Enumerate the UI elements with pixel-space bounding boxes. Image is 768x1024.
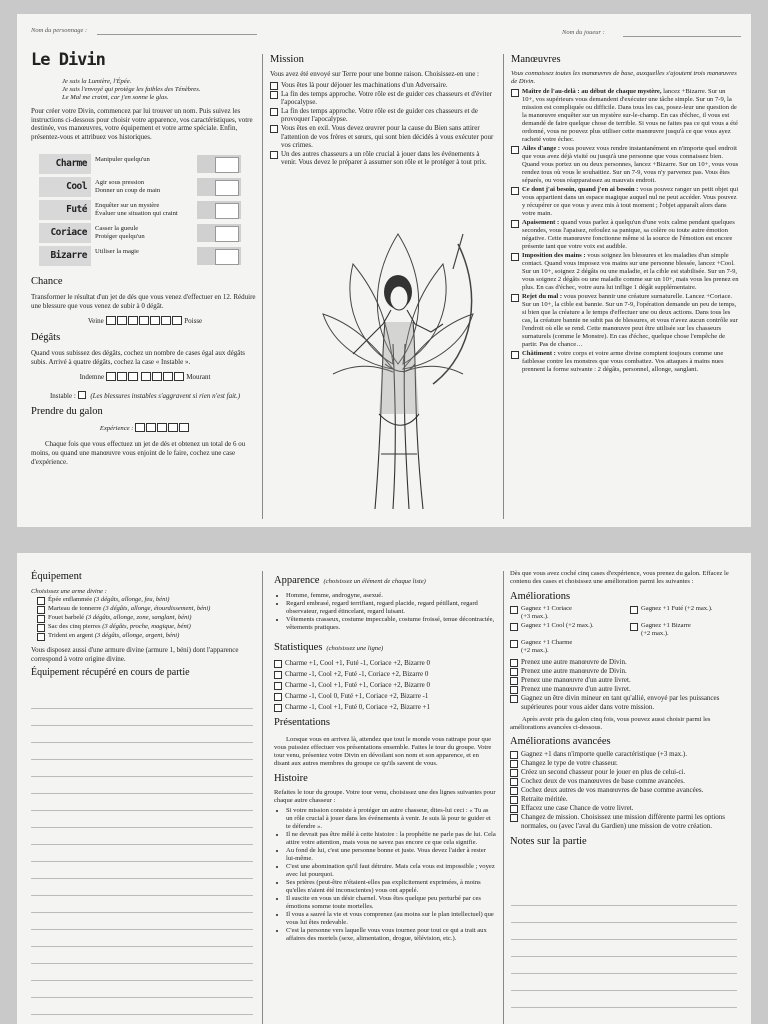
- armor-text: Vous disposez aussi d'une armure divine (armure 1, béni) dont l'apparence correspond à votre origine divine.: [31, 646, 239, 663]
- checkbox[interactable]: [511, 253, 519, 261]
- stat-charm: [39, 154, 245, 176]
- improvements-list: [510, 658, 740, 711]
- history-item[interactable]: • Il vous a sauvé la vie et vous comprenez (au moins sur le plan intellectuel) que vous lui êtes redevable.: [286, 911, 496, 927]
- harm-boxes[interactable]: [106, 372, 185, 383]
- history-title: Histoire: [274, 773, 308, 784]
- stat-value-box[interactable]: [197, 247, 241, 265]
- history-item[interactable]: • Si votre mission consiste à protéger un autre chasseur, dites-lui ceci : « Tu as un rôle crucial à jouer dans les événements à venir. Je suis là pour te guider et te défendre ».: [286, 807, 496, 831]
- rating-line[interactable]: Charme -1, Cool +1, Futé 0, Coriace +2, Bizarre +1: [274, 703, 496, 712]
- stat-desc: Manipuler quelqu'un: [95, 156, 150, 163]
- rating-line[interactable]: Charme -1, Cool 0, Futé +1, Coriace +2, Bizarre -1: [274, 692, 496, 701]
- mission-option[interactable]: Vous êtes en exil. Vous devez œuvrer pour la cause du Bien sans attirer l'attention de vos frères et sœurs, qui sont bien décidés à vous exécuter pour vos crimes.: [270, 124, 496, 150]
- move-item[interactable]: Ce dont j'ai besoin, quand j'en ai besoin : vous pouvez ranger un petit objet qui vous appartient dans un espace magique auquel nul ne peut accéder. Vous pouvez y récupérer ce que vous y avez mis à tout moment ; l'objet apparaît alors dans votre main.: [511, 186, 739, 218]
- mission-option[interactable]: Un des autres chasseurs a un rôle crucial à jouer dans les événements à venir. Vous devez le préparer à assumer son rôle et le protéger à tout prix.: [270, 150, 496, 167]
- luck-section: [31, 276, 259, 466]
- player-name-label: Nom du joueur :: [562, 29, 605, 36]
- checkbox[interactable]: [274, 682, 282, 690]
- checkbox[interactable]: [510, 787, 518, 795]
- stat-desc: Protéger quelqu'un: [95, 232, 145, 240]
- checkbox[interactable]: [511, 146, 519, 154]
- xp-boxes[interactable]: [135, 423, 190, 434]
- xp-track: [31, 423, 259, 434]
- luck-left-label: Veine: [87, 317, 104, 326]
- stat-desc: Agir sous pression: [95, 179, 145, 186]
- advanced-improvement-item[interactable]: Changez de mission. Choisissez une mission différente parmi les options normales, ou (avec l'aval du Gardien) une mission de votre création.: [510, 813, 740, 830]
- history-item[interactable]: • Il ne devrait pas être mêlé à cette histoire : la prophétie ne parle pas de lui. Cela attire votre attention, mais vous ne savez pas encore ce que cela signifie.: [286, 831, 496, 847]
- luck-right-label: Poisse: [184, 317, 203, 326]
- move-item[interactable]: Rejet du mal : vous pouvez bannir une créature surnaturelle. Lancez +Coriace. Sur un 10+, la cible est bannie. Sur un 7-9, l'opération demande un peu de temps, si bien que la créature a le temps d'effectuer une ou deux actions. Dans tous les cas, la créature bannie ne subit pas de blessures, et vous n'avez aucun contrôle sur l'endroit où elle se rend. Cette manœuvre peut être utilisée sur les chasseurs surnaturels (comme le Monstre). En cas d'échec, quelque chose l'empêche de partir. Pas de chance…: [511, 293, 739, 349]
- stat-value-box[interactable]: [197, 155, 241, 173]
- stat-name: Futé: [39, 200, 91, 220]
- checkbox[interactable]: [270, 151, 278, 159]
- history-item[interactable]: • Ses prières (peut-être n'étaient-elles pas explicitement exprimées, à moins qu'elles n'aient été inconscientes) vous ont appelé.: [286, 879, 496, 895]
- quote-line: Le Mal me craint, car j'en sonne le glas.: [62, 94, 169, 101]
- unstable-label: Instable :: [49, 392, 76, 401]
- stat-name: Cool: [39, 177, 91, 197]
- improvements-grid: [510, 605, 740, 655]
- look-hint: (choisissez un élément de chaque liste): [323, 578, 426, 585]
- checkbox[interactable]: [630, 606, 638, 614]
- improvement-item[interactable]: Gagnez +1 Futé (+2 max.).: [630, 605, 738, 621]
- weapon-option[interactable]: Trident en argent (3 dégâts, allonge, argent, béni): [37, 632, 255, 641]
- look-heading: [274, 570, 496, 588]
- unstable-note: (Les blessures instables s'aggravent si rien n'est fait.): [90, 392, 241, 401]
- checkbox[interactable]: [37, 615, 45, 623]
- mission-section: [270, 54, 496, 167]
- column-divider: [503, 54, 504, 519]
- recovered-gear-title: Équipement récupéré en cours de partie: [31, 667, 190, 679]
- look-item[interactable]: • Vêtements crasseux, costume impeccable, costume froissé, tenue décontractée, vêtements pratiques.: [286, 616, 496, 632]
- improvement-item[interactable]: Gagnez un être divin mineur en tant qu'allié, envoyé par les puissances supérieures pour vous aider dans votre mission.: [510, 694, 740, 711]
- harm-track: [31, 372, 259, 383]
- xp-label: Expérience :: [99, 425, 134, 433]
- weapon-list: [37, 596, 255, 641]
- move-item[interactable]: Apaisement : quand vous parlez à quelqu'un d'une voix calme pendant quelques secondes, vous l'apaisez, refoulez sa panique, sa colère ou toute autre émotion négative. Cette manœuvre fonctionne même si la source de l'émotion est encore présente tant que votre voix est audible.: [511, 219, 739, 251]
- intro-text: Lorsque vous en arrivez là, attendez que tout le monde vous rattrape pour que vous puissiez effectuer vos présentations ensemble. Faites le tour du groupe. Votre tour venu, présentez votre Divin en dévoilant son nom et son apparence, et en disant aux autres membres du groupe ce qu'ils savent de vous.: [274, 736, 492, 767]
- quote-line: Je suis l'envoyé qui protège les faibles des Ténèbres.: [62, 86, 201, 93]
- rating-line[interactable]: Charme -1, Cool +1, Futé +1, Coriace +2, Bizarre 0: [274, 681, 496, 690]
- advanced-improvements-title: Améliorations avancées: [510, 736, 611, 748]
- intro-quote: [62, 78, 257, 102]
- checkbox[interactable]: [510, 659, 518, 667]
- stat-name: Coriace: [39, 223, 91, 243]
- gear-section: [31, 571, 255, 678]
- advance-intro: Dès que vous avez coché cinq cases d'expérience, vous prenez du galon. Effacez le contenu des cases et choisissez une amélioration parmi les suivantes :: [510, 570, 729, 585]
- unstable-checkbox[interactable]: [78, 391, 86, 399]
- move-item[interactable]: Maître de l'au-delà : au début de chaque mystère, lancez +Bizarre. Sur un 10+, vos supérieurs vous demandent d'exécuter une tâche simple. Sur un 7-9, la mission est compliquée ou difficile. Dans tous les cas, posez-leur une question de la manœuvre enquêter sur un mystère sur-le-champ. En cas d'échec, il vous est demandé de faire quelque chose de terrible. Si vous ne faites pas ce qui vous a été ordonné, vous ne pouvez plus utiliser cette manœuvre jusqu'à ce que vous ayez racheté votre échec.: [511, 88, 739, 144]
- checkbox[interactable]: [510, 778, 518, 786]
- improvement-item[interactable]: Prenez une autre manœuvre de Divin.: [510, 667, 740, 676]
- stat-tough: [39, 223, 245, 245]
- checkbox[interactable]: [37, 606, 45, 614]
- checkbox[interactable]: [511, 294, 519, 302]
- stat-sharp: [39, 200, 245, 222]
- advanced-improvements-list: [510, 750, 740, 830]
- harm-left-label: Indemne: [79, 373, 105, 382]
- ratings-title: Statistiques: [274, 642, 323, 653]
- look-list: [274, 592, 496, 632]
- mission-option[interactable]: La fin des temps approche. Votre rôle est de guider ces chasseurs et d'éviter l'apocalypse.: [270, 90, 496, 107]
- checkbox[interactable]: [37, 597, 45, 605]
- weapon-option[interactable]: Sac des cinq pierres (3 dégâts, proche, magique, béni): [37, 623, 255, 632]
- advanced-improvement-item[interactable]: Changez le type de votre chasseur.: [510, 759, 740, 768]
- checkbox[interactable]: [510, 686, 518, 694]
- history-text: Refaites le tour du groupe. Votre tour venu, choisissez une des lignes suivantes pour chaque autre chasseur :: [274, 789, 496, 804]
- checkbox[interactable]: [510, 695, 518, 703]
- advanced-improvement-item[interactable]: Retraite méritée.: [510, 795, 740, 804]
- character-name-label: Nom du personnage :: [31, 27, 88, 34]
- advanced-improvement-item[interactable]: Effacez une case Chance de votre livret.: [510, 804, 740, 813]
- checkbox[interactable]: [510, 623, 518, 631]
- moves-intro: Vous connaissez toutes les manœuvres de base, auxquelles s'ajoutent trois manœuvres de Divin.: [511, 70, 737, 85]
- look-title: Apparence: [274, 575, 320, 586]
- advanced-improvement-item[interactable]: Cochez deux autres de vos manœuvres de base comme avancées.: [510, 786, 740, 795]
- notes-title: Notes sur la partie: [510, 836, 587, 848]
- playbook-page-1: [17, 14, 751, 527]
- ratings-list: [274, 659, 496, 712]
- checkbox[interactable]: [270, 82, 278, 90]
- stat-name: Charme: [39, 154, 91, 174]
- xp-text: Chaque fois que vous effectuez un jet de dés et obtenez un total de 6 ou moins, ou quand une manœuvre vous enjoint de le faire, cochez une case d'expérience.: [31, 440, 246, 466]
- history-item[interactable]: • Il suscite en vous un désir charnel. Vous êtes quelque peu perturbé par ces émotions somme toute mortelles.: [286, 895, 496, 911]
- checkbox[interactable]: [510, 677, 518, 685]
- rating-line[interactable]: Charme +1, Cool +1, Futé -1, Coriace +2, Bizarre 0: [274, 659, 496, 668]
- improvement-item[interactable]: Prenez une manœuvre d'un autre livret.: [510, 685, 740, 694]
- column-divider: [262, 54, 263, 519]
- stat-name: Bizarre: [39, 246, 91, 266]
- history-item[interactable]: • C'est la personne vers laquelle vous vous tournez pour tout ce qui a trait aux affaires des mortels (sexe, alimentation, drogue, télévision, etc.).: [286, 927, 496, 943]
- quote-line: Je suis la Lumière, l'Épée.: [62, 78, 132, 85]
- checkbox[interactable]: [511, 220, 519, 228]
- unstable-row: [31, 391, 259, 400]
- checkbox[interactable]: [37, 624, 45, 632]
- column-divider: [503, 571, 504, 1024]
- ratings-heading: [274, 637, 496, 655]
- improvement-item[interactable]: Gagnez +1 Charme (+2 max.).: [510, 639, 630, 655]
- weapon-option[interactable]: Marteau de tonnerre (3 dégâts, allonge, étourdissement, béni): [37, 605, 255, 614]
- checkbox[interactable]: [510, 606, 518, 614]
- rating-line[interactable]: Charme -1, Cool +2, Futé -1, Coriace +2, Bizarre 0: [274, 670, 496, 679]
- improvement-item[interactable]: Gagnez +1 Coriace (+3 max.).: [510, 605, 630, 621]
- stat-value-box[interactable]: [197, 178, 241, 196]
- move-item[interactable]: Châtiment : votre corps et votre arme divine comptent toujours comme une faiblesse contre les monstres que vous combattez. Vos attaques à mains nues prennent la forme suivante : 2 dégâts, personnel, allonge, sanglant.: [511, 350, 739, 374]
- checkbox[interactable]: [510, 796, 518, 804]
- checkbox[interactable]: [510, 769, 518, 777]
- checkbox[interactable]: [274, 693, 282, 701]
- checkbox[interactable]: [270, 108, 278, 116]
- mission-intro: Vous avez été envoyé sur Terre pour une bonne raison. Choisissez-en une :: [270, 70, 479, 78]
- mission-title: Mission: [270, 54, 304, 65]
- mission-options: [270, 81, 496, 167]
- stat-value-box[interactable]: [197, 201, 241, 219]
- stat-weird: [39, 246, 245, 268]
- harm-title: Dégâts: [31, 332, 61, 344]
- divine-illustration: [313, 214, 483, 514]
- move-item[interactable]: Imposition des mains : vous soignez les blessures et les maladies d'un simple contact. Quand vous imposez vos mains sur une personne blessée, lancez +Cool. Sur un 10+, soignez 2 dégâts ou une maladie, et la cible est stabilisée. Sur un 7-9, vous soignez 2 dégâts ou une maladie comme sur un 10+, mais vous les prenez en plus. En cas d'échec, votre aura lui inflige 1 dégât supplémentaire.: [511, 252, 739, 292]
- advanced-improvement-item[interactable]: Créez un second chasseur pour le jouer en plus de celui-ci.: [510, 768, 740, 777]
- history-item[interactable]: • Au fond de lui, c'est une personne bonne et juste. Vous devez l'aider à rester lui-même.: [286, 847, 496, 863]
- checkbox[interactable]: [510, 760, 518, 768]
- weapon-option[interactable]: Fouet barbelé (3 dégâts, allonge, zone, sanglant, béni): [37, 614, 255, 623]
- checkbox[interactable]: [510, 805, 518, 813]
- stat-desc: Évaluer une situation qui craint: [95, 209, 178, 217]
- checkbox[interactable]: [630, 623, 638, 631]
- checkbox[interactable]: [510, 640, 518, 648]
- checkbox[interactable]: [270, 125, 278, 133]
- player-name-field[interactable]: [623, 36, 741, 37]
- ratings-hint: (choisissez une ligne): [326, 645, 384, 652]
- improvement-item[interactable]: Prenez une manœuvre d'un autre livret.: [510, 676, 740, 685]
- checkbox[interactable]: [510, 814, 518, 822]
- look-item[interactable]: • Homme, femme, androgyne, asexué.: [286, 592, 496, 600]
- luck-title: Chance: [31, 276, 63, 287]
- checkbox[interactable]: [511, 187, 519, 195]
- improvement-item[interactable]: Gagnez +1 Bizarre (+2 max.).: [630, 622, 738, 638]
- xp-title: Prendre du galon: [31, 406, 103, 418]
- luck-text: Transformer le résultat d'un jet de dés que vous venez d'effectuer en 12. Réduire une blessure que vous venez de subir à 0 dégât.: [31, 293, 256, 310]
- luck-boxes[interactable]: [106, 316, 183, 327]
- improvements-title: Améliorations: [510, 591, 571, 602]
- gear-title: Équipement: [31, 571, 82, 582]
- playbook-title: Le Divin: [31, 50, 105, 70]
- character-name-field[interactable]: [97, 34, 257, 35]
- checkbox[interactable]: [510, 668, 518, 676]
- history-item[interactable]: • C'est une abomination qu'il faut détruire. Mais cela vous est impossible ; voyez avec lui pourquoi.: [286, 863, 496, 879]
- history-list: [274, 807, 496, 943]
- weapon-option[interactable]: Épée enflammée (3 dégâts, allonge, feu, béni): [37, 596, 255, 605]
- moves-title: Manœuvres: [511, 54, 561, 65]
- checkbox[interactable]: [37, 633, 45, 641]
- checkbox[interactable]: [510, 751, 518, 759]
- stat-desc: Utiliser la magie: [95, 248, 139, 255]
- stat-desc: Donner un coup de main: [95, 186, 161, 194]
- intro-text: Pour créer votre Divin, commencez par lui trouver un nom. Puis suivez les instructions ci-dessous pour choisir votre apparence, vos caractéristiques, votre destinée, vos manœuvres, votre équipement et votre arme spéciale. Enfin, présentez-vous et attribuez vos historiques.: [31, 107, 253, 141]
- move-item[interactable]: Ailes d'ange : vous pouvez vous rendre instantanément en n'importe quel endroit que vous avez déjà visité ou jusqu'à une personne que vous connaissez bien. Quand vous portez un ou deux personnes, lancez +Bizarre. Sur un 10+, vous vous rendez tous où vous le souhaitiez. Sur un 7-9, vous n'y parvenez pas. Vous êtes séparés, ou vous réapparaissez au mauvais endroit.: [511, 145, 739, 185]
- advanced-improvement-item[interactable]: Cochez deux de vos manœuvres de base comme avancées.: [510, 777, 740, 786]
- checkbox[interactable]: [274, 660, 282, 668]
- luck-track: [31, 316, 259, 327]
- stat-desc: Casser la gueule: [95, 225, 139, 232]
- column-left: [31, 50, 257, 141]
- column-right: [510, 570, 740, 847]
- improvement-item[interactable]: Gagnez +1 Cool (+2 max.).: [510, 622, 630, 638]
- column-divider: [262, 571, 263, 1024]
- intro-title: Présentations: [274, 717, 330, 728]
- advanced-improvement-item[interactable]: Gagnez +1 dans n'importe quelle caractéristique (+3 max.).: [510, 750, 740, 759]
- stat-value-box[interactable]: [197, 224, 241, 242]
- improvement-item[interactable]: Prenez une autre manœuvre de Divin.: [510, 658, 740, 667]
- stat-desc: Enquêter sur un mystère: [95, 202, 160, 209]
- mission-option[interactable]: Vous êtes là pour déjouer les machinations d'un Adversaire.: [270, 81, 496, 90]
- moves-list: [511, 88, 739, 374]
- harm-text: Quand vous subissez des dégâts, cochez un nombre de cases égal aux dégâts subis. Arrivé à quatre dégâts, cochez la case « Instable ».: [31, 349, 246, 366]
- checkbox[interactable]: [511, 89, 519, 97]
- playbook-page-2: [17, 553, 751, 1024]
- stat-cool: [39, 177, 245, 199]
- checkbox[interactable]: [270, 91, 278, 99]
- look-item[interactable]: • Regard embrasé, regard terrifiant, regard placide, regard pétillant, regard observateur, regard étincelant, regard luisant.: [286, 600, 496, 616]
- harm-right-label: Mourant: [186, 373, 211, 382]
- gear-choose: Choisissez une arme divine :: [31, 588, 107, 595]
- advance-after: Après avoir pris du galon cinq fois, vous pouvez aussi choisir parmi les améliorations avancées ci-dessous.: [510, 716, 711, 732]
- checkbox[interactable]: [511, 351, 519, 359]
- mission-option[interactable]: La fin des temps approche. Votre rôle est de guider ces chasseurs et de provoquer l'apocalypse.: [270, 107, 496, 124]
- checkbox[interactable]: [274, 671, 282, 679]
- column-middle: [274, 570, 496, 943]
- checkbox[interactable]: [274, 704, 282, 712]
- moves-section: [511, 54, 739, 374]
